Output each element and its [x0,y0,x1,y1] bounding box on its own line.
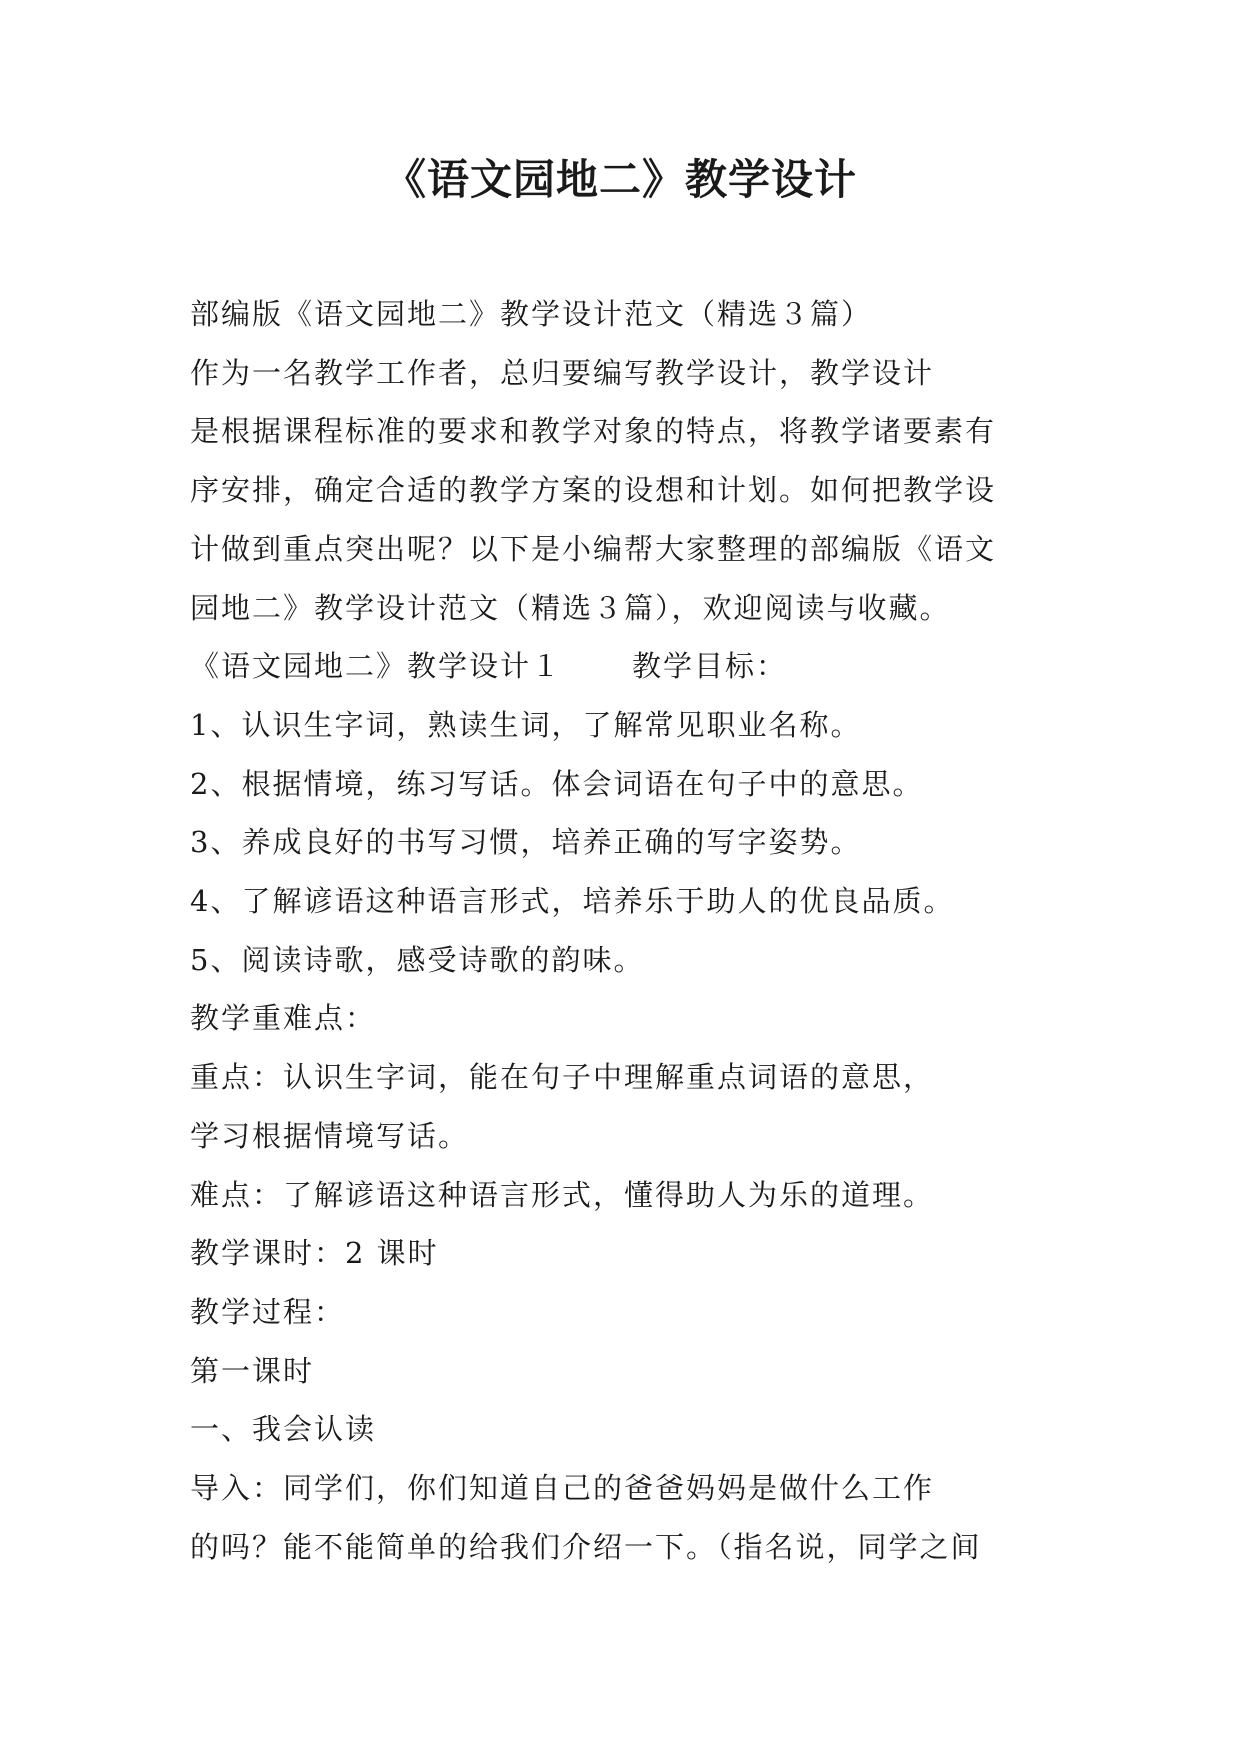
objective-item: 2、根据情境，练习写话。体会词语在句子中的意思。 [190,766,924,801]
objectives-heading: 教学目标： [632,649,788,684]
document-body [190,285,1066,1576]
class-hours: 教学课时：2 课时 [190,1236,439,1271]
intro-dialog-line: 的吗？能不能简单的给我们介绍一下。（指名说，同学之间 [190,1529,982,1564]
section-heading: 《语文园地二》教学设计１ [190,649,563,684]
objective-item: 3、养成良好的书写习惯，培养正确的写字姿势。 [190,825,862,860]
intro-line: 计做到重点突出呢？以下是小编帮大家整理的部编版《语文 [190,531,997,566]
intro-line: 序安排，确定合适的教学方案的设想和计划。如何把教学设 [190,473,997,508]
objective-item: 1、认识生字词，熟读生词，了解常见职业名称。 [190,707,862,742]
intro-dialog-line: 导入：同学们，你们知道自己的爸爸妈妈是做什么工作 [190,1471,935,1506]
first-lesson: 第一课时 [190,1353,315,1388]
difficult-point: 难点：了解谚语这种语言形式，懂得助人为乐的道理。 [190,1177,935,1212]
key-point-line: 重点：认识生字词，能在句子中理解重点词语的意思， [190,1060,935,1095]
section-heading-line [190,637,1066,696]
process-heading: 教学过程： [190,1294,346,1329]
intro-line: 园地二》教学设计范文（精选３篇），欢迎阅读与收藏。 [190,590,951,625]
objective-item: 5、阅读诗歌，感受诗歌的韵味。 [190,942,645,977]
key-point-line: 学习根据情境写话。 [190,1118,470,1153]
objective-item: 4、了解谚语这种语言形式，培养乐于助人的优良品质。 [190,884,955,919]
intro-line: 是根据课程标准的要求和教学对象的特点，将教学诸要素有 [190,414,997,449]
key-difficult-heading: 教学重难点： [190,1001,377,1036]
intro-line: 作为一名教学工作者，总归要编写教学设计，教学设计 [190,355,935,390]
document-subtitle: 部编版《语文园地二》教学设计范文（精选３篇） [190,297,873,331]
document-title: 《语文园地二》教学设计 [383,155,857,204]
part-one-heading: 一、我会认读 [190,1412,377,1447]
